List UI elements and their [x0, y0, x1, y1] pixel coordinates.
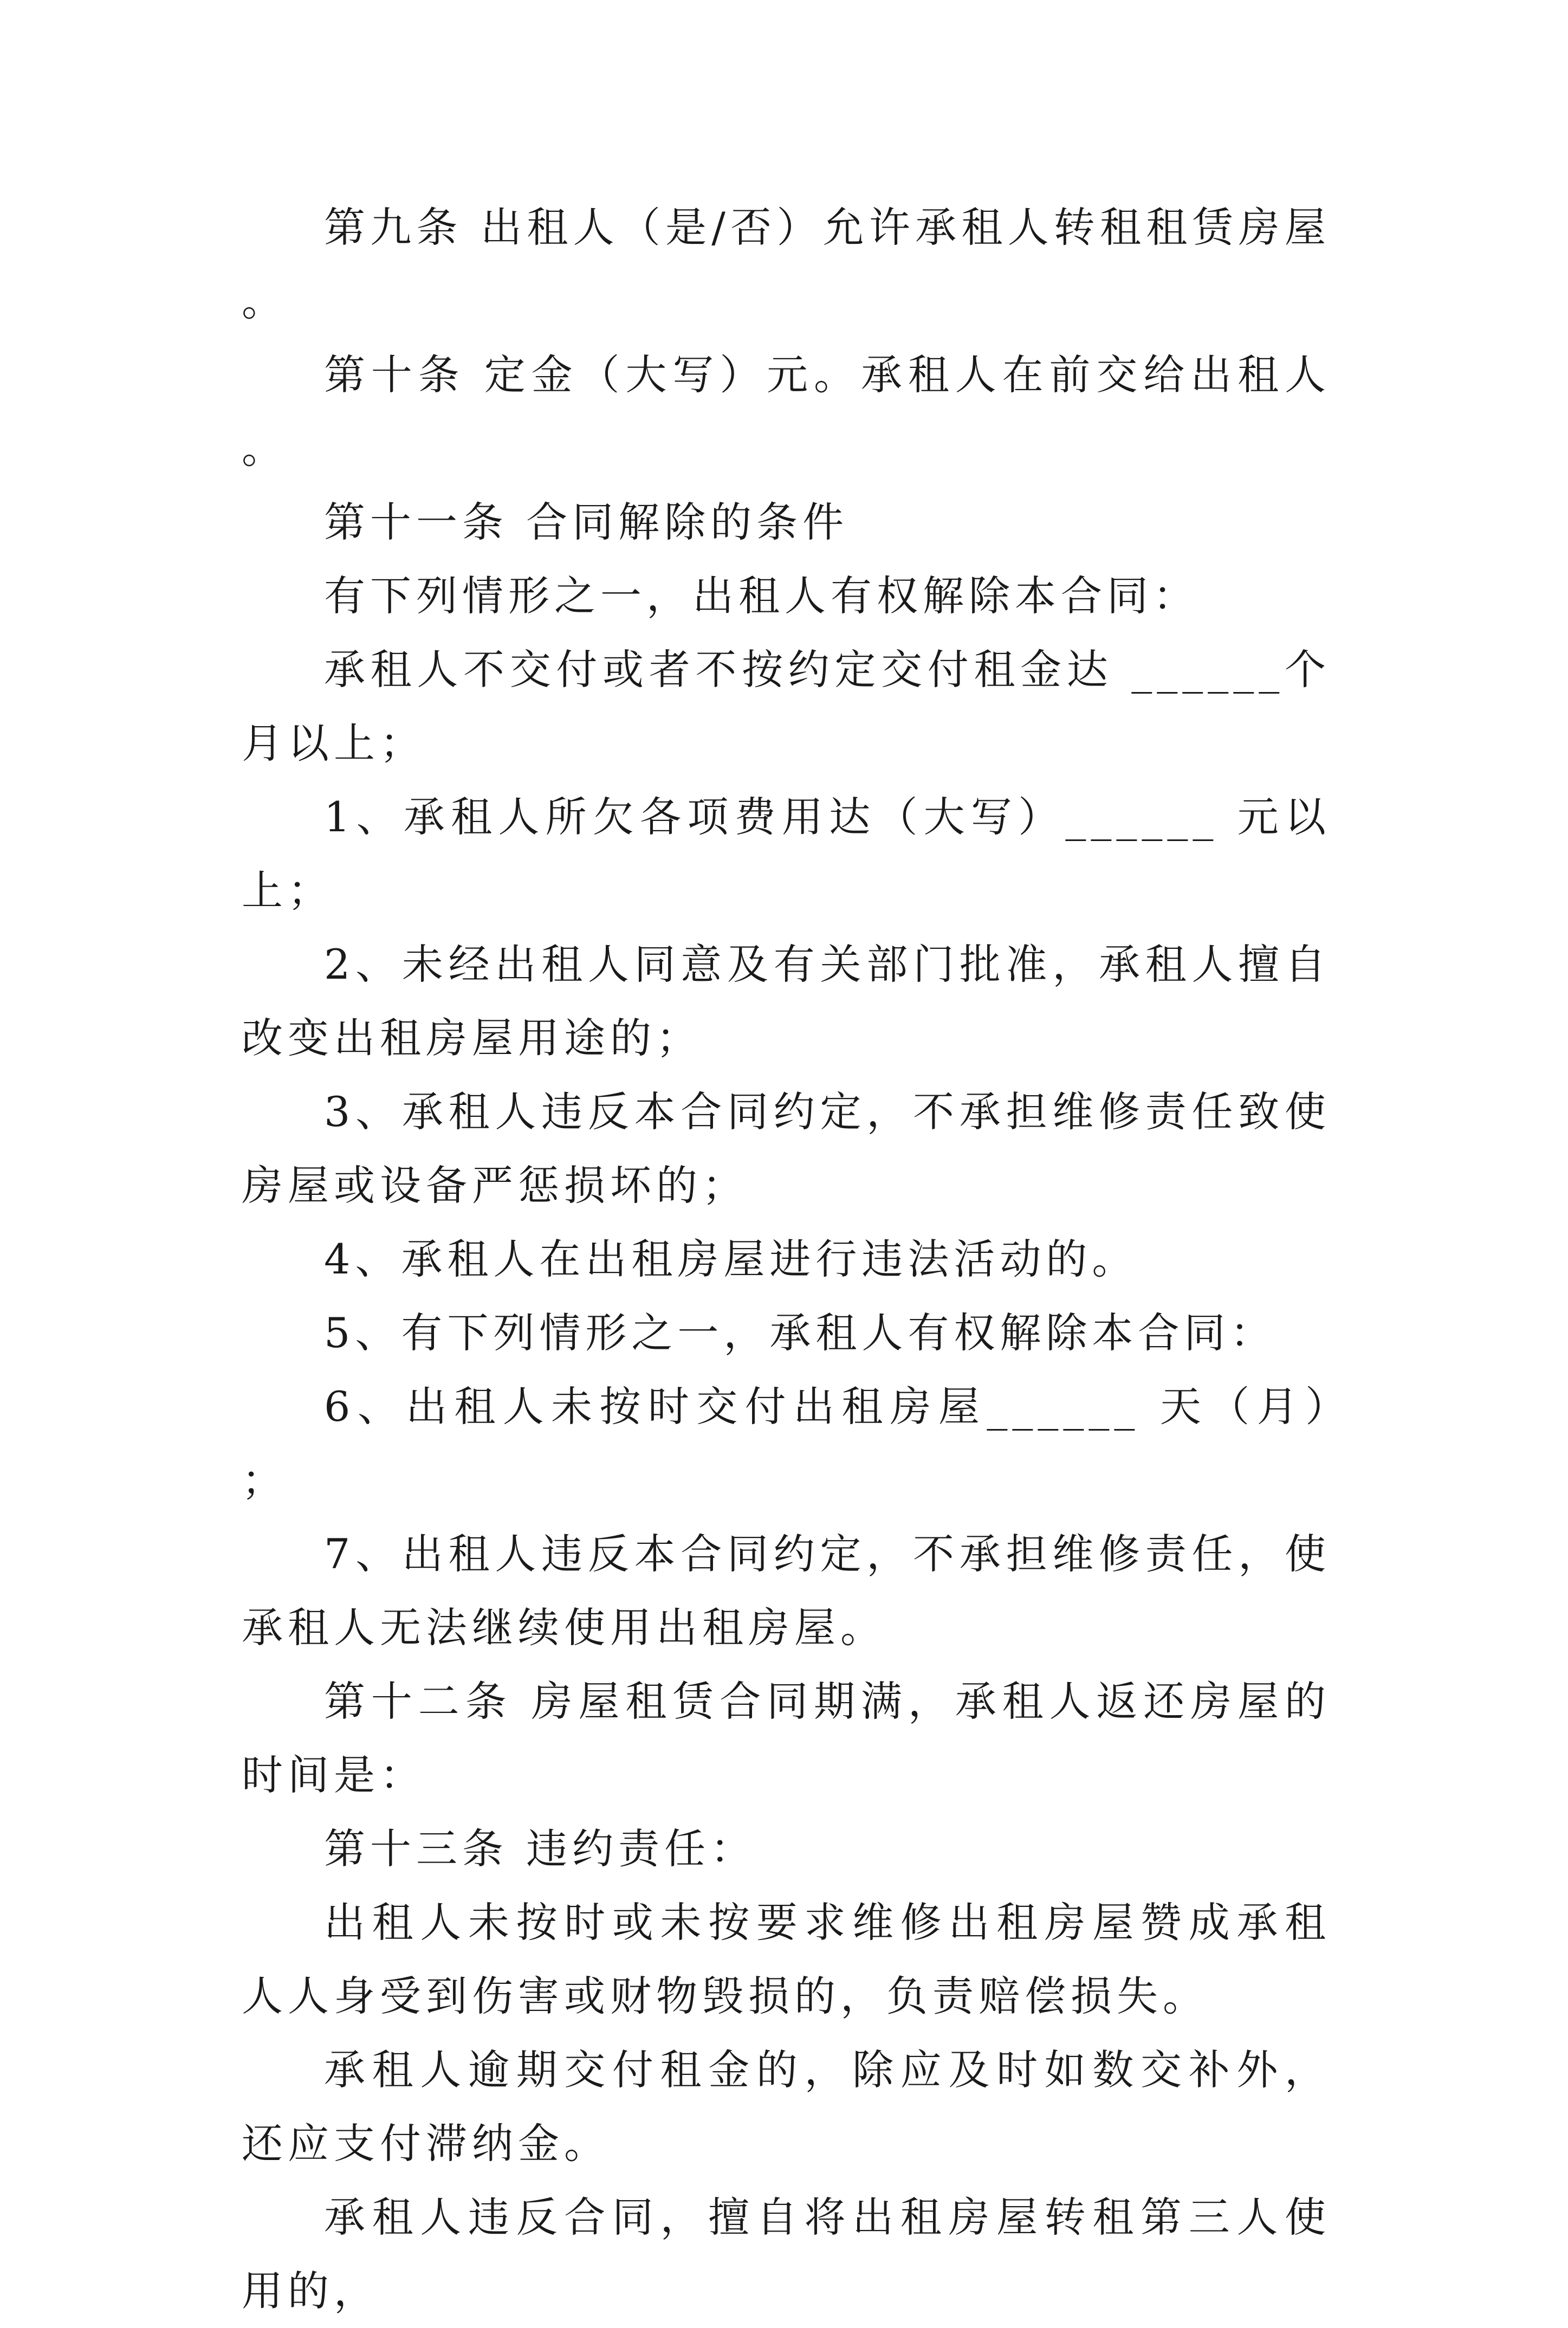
clause-3: 3、承租人违反本合同约定，不承担维修责任致使房屋或设备严惩损坏的；: [242, 1088, 1331, 1210]
clause-7: 7、出租人违反本合同约定，不承担维修责任，使承租人无法继续使用出租房屋。: [242, 1530, 1331, 1652]
clause-4: 4、承租人在出租房屋进行违法活动的。: [324, 1235, 1138, 1283]
clause-2: 2、未经出租人同意及有关部门批准，承租人擅自改变出租房屋用途的；: [242, 940, 1331, 1062]
clause-5: 5、有下列情形之一，承租人有权解除本合同：: [324, 1309, 1277, 1357]
article-9: 第九条 出租人（是/否）允许承租人转租租赁房屋。: [242, 203, 1331, 325]
liability-lessor-repair: 出租人未按时或未按要求维修出租房屋赞成承租人人身受到伤害或财物毁损的，负责赔偿损失。: [242, 1898, 1331, 2020]
document-body: [242, 191, 1331, 2328]
clause-1: 1、承租人所欠各项费用达（大写）______ 元以上；: [242, 793, 1331, 915]
clause-6: 6、出租人未按时交付出租房屋______ 天（月）；: [242, 1382, 1331, 1504]
liability-sublease: 承租人违反合同，擅自将出租房屋转租第三人使用的，: [242, 2193, 1331, 2315]
lessor-termination-intro: 有下列情形之一，出租人有权解除本合同：: [324, 572, 1199, 620]
article-11-heading: 第十一条 合同解除的条件: [324, 498, 849, 546]
article-13-heading: 第十三条 违约责任：: [324, 1825, 757, 1873]
clause-rent-arrears: 承租人不交付或者不按约定交付租金达 ______个月以上；: [242, 645, 1331, 767]
article-12: 第十二条 房屋租赁合同期满，承租人返还房屋的时间是：: [242, 1677, 1331, 1799]
article-10: 第十条 定金（大写）元。承租人在前交给出租人。: [242, 351, 1331, 473]
liability-late-rent: 承租人逾期交付租金的，除应及时如数交补外，还应支付滞纳金。: [242, 2046, 1331, 2168]
